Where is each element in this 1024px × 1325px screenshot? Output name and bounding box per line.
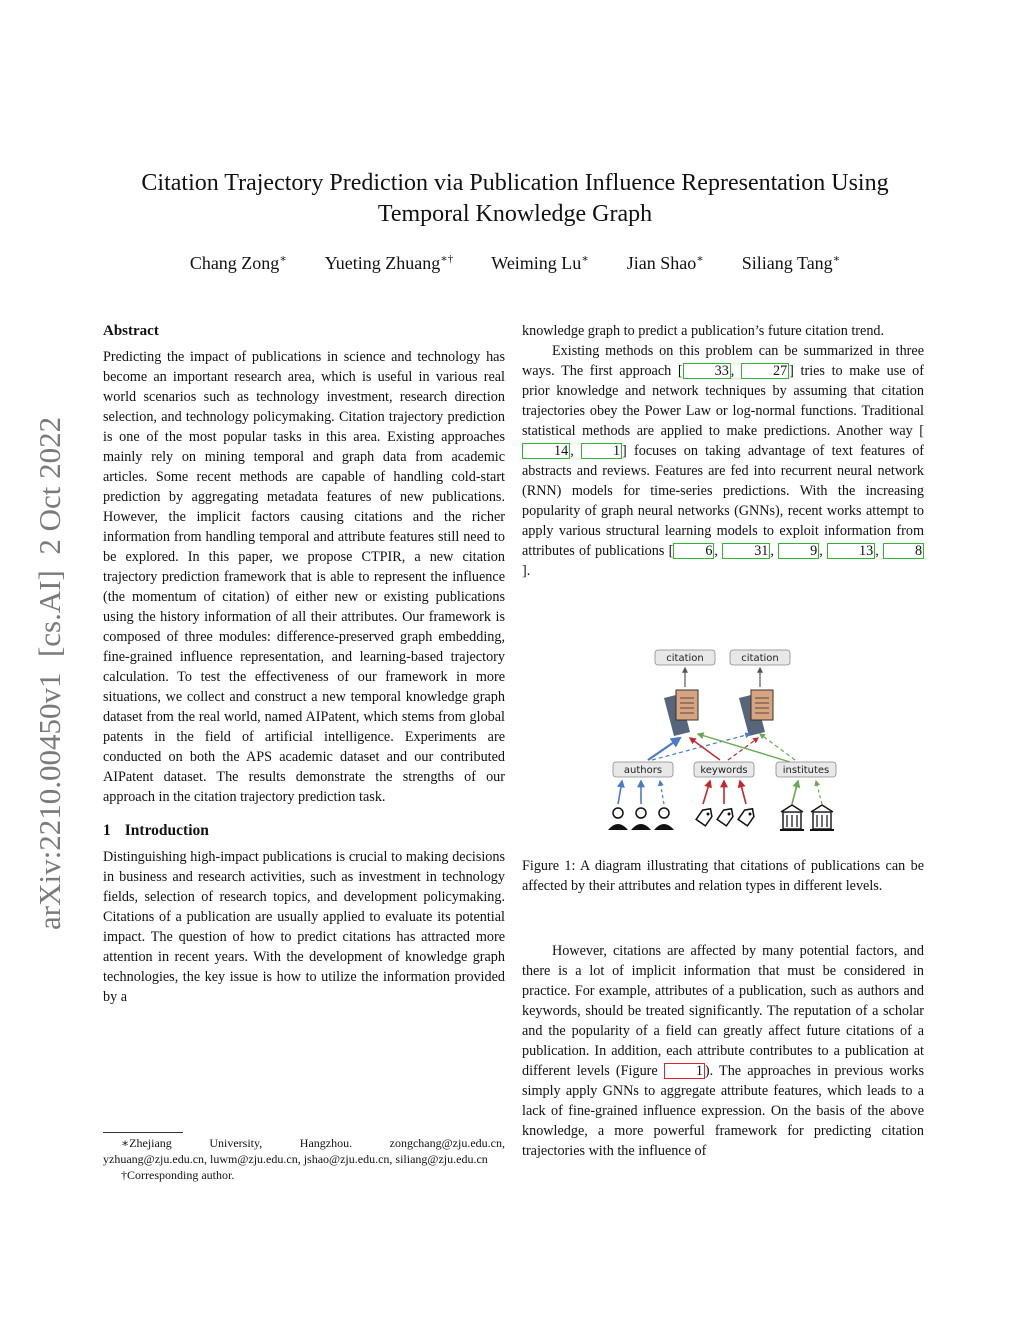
person-icon <box>608 808 628 830</box>
tag-icon <box>737 809 756 828</box>
paper-title: Citation Trajectory Prediction via Publication Influence Representation Using Temporal Knowledge Graph <box>141 170 889 227</box>
author: Jian Shao∗ <box>626 253 704 273</box>
citation-link[interactable]: 1 <box>581 443 622 459</box>
citation-link[interactable]: 27 <box>741 363 789 379</box>
section-heading: 1 Introduction <box>103 822 209 839</box>
figure-link[interactable]: 1 <box>664 1063 705 1079</box>
svg-text:citation: citation <box>741 653 779 664</box>
citation-link[interactable]: 13 <box>827 543 875 559</box>
citation-link[interactable]: 9 <box>778 543 819 559</box>
footnote-rule <box>103 1132 183 1133</box>
building-icon <box>780 805 804 831</box>
svg-text:keywords: keywords <box>700 765 748 776</box>
figure-caption: Figure 1: A diagram illustrating that citations of publications can be affected by their attributes and relation types in different levels. <box>522 858 924 894</box>
citation-link[interactable]: 8 <box>883 543 924 559</box>
paragraph-however: However, citations are affected by many potential factors, and there is a lot of implicit information that must be considered in practice. For example, attributes of a publication, such as authors and keywords, should be treated significantly. The reputation of a scholar and the popularity of a field can greatly affect future citations of a publication. In addition, each attribute contributes to a publication at different levels (Figure 1 ). The approaches in previous works simply apply GNNs to aggregate attribute features, which leads to a lack of fine-grained influence expression. On the basis of the above knowledge, a more powerful framework for predicting citation trajectories with the influence of <box>522 943 924 1159</box>
author: Chang Zong∗ <box>189 253 287 273</box>
keywords-label <box>694 762 754 777</box>
right-column-bottom <box>522 941 924 1161</box>
author-list <box>100 252 930 274</box>
citation-link[interactable]: 31 <box>722 543 770 559</box>
author: Siliang Tang∗ <box>741 253 841 273</box>
abstract-heading: Abstract <box>103 323 159 339</box>
citation-link[interactable]: 33 <box>683 363 731 379</box>
svg-text:authors: authors <box>623 765 663 776</box>
citation-label-1 <box>655 650 715 665</box>
arxiv-id: arXiv:2210.00450v1 [cs.AI] 2 Oct 2022 <box>32 416 67 930</box>
right-column-top <box>522 321 924 581</box>
intro-text: Distinguishing high-impact publications is crucial to making decisions in business and research activities, such as investment in technology fields, selection of research topics, and development policymaking. Citations of a publication are usually applied to evaluate its potential impact. The question of how to predict citations has attracted more attention in recent years. With the development of knowledge graph technologies, the key issue is how to utilize the information provided by a <box>103 849 505 1005</box>
publication-icon-2 <box>739 690 773 736</box>
abstract-text: Predicting the impact of publications in science and technology has become an important research area, which is useful in various real world scenarios such as technology investment, research direction selection, and technology policymaking. Citation trajectory prediction is one of the most popular tasks in this area. Existing approaches mainly rely on mining temporal and graph data from academic articles. Some recent methods are capable of handling cold-start prediction by aggregating metadata features of new publications. However, the implicit factors causing citations and the richer information from handling temporal and attribute features still need to be explored. In this paper, we propose CTPIR, a new citation trajectory prediction framework that is able to represent the influence (the momentum of citation) of either new or existing publications using the history information of all their attributes. Our framework is composed of three modules: difference-preserved graph embedding, fine-grained influence representation, and learning-based trajectory calculation. To test the effectiveness of our framework in more situations, we collect and construct a new temporal knowledge graph dataset from the real world, named AIPatent, which stems from global patents in the field of artificial intelligence. Experiments are conducted on both the APS academic dataset and our contributed AIPatent dataset. The results demonstrate the strengths of our approach in the citation trajectory prediction task. <box>103 349 505 805</box>
left-column <box>103 321 505 1007</box>
tag-icon <box>716 809 735 828</box>
citation-link[interactable]: 6 <box>673 543 714 559</box>
publication-icon-1 <box>664 690 698 736</box>
building-icon <box>810 805 834 831</box>
citation-label-2 <box>730 650 790 665</box>
svg-text:citation: citation <box>666 653 704 664</box>
author: Yueting Zhuang∗† <box>324 253 454 273</box>
footnote-corresponding: †Corresponding author. <box>121 1168 235 1182</box>
footnote-affiliation: ∗Zhejiang University, Hangzhou. zongchang@zju.edu.cn, yzhuang@zju.edu.cn, luwm@zju.edu.cn, jshao@zju.edu.cn, siliang@zju.edu.cn <box>103 1136 505 1166</box>
person-icon <box>631 808 651 830</box>
citation-link[interactable]: 14 <box>522 443 570 459</box>
institutes-label <box>776 762 836 777</box>
arxiv-watermark <box>8 0 68 1325</box>
person-icon <box>654 808 674 830</box>
paragraph-existing-methods: Existing methods on this problem can be summarized in three ways. The first approach [ 33 , 27 ] tries to make use of prior knowledge and network techniques by assuming that citation trajectories obey the Power Law or log-normal functions. Traditional statistical methods are applied to make predictions. Another way [14 , 1 ] focuses on taking advantage of text features of abstracts and reviews. Features are fed into recurrent neural network (RNN) models for time-series predictions. With the increasing popularity of graph neural networks (GNNs), recent works attempt to apply various structural learning models to exploit information from attributes of publications [ 6 , 31 , 9 , 13 , 8]. <box>522 343 925 579</box>
authors-label <box>613 762 673 777</box>
footnotes <box>103 1135 505 1183</box>
svg-text:institutes: institutes <box>782 765 830 776</box>
continued-text: knowledge graph to predict a publication’s future citation trend. <box>522 323 885 339</box>
figure-1-diagram <box>600 642 850 842</box>
tag-icon <box>695 809 714 828</box>
author: Weiming Lu∗ <box>491 253 589 273</box>
